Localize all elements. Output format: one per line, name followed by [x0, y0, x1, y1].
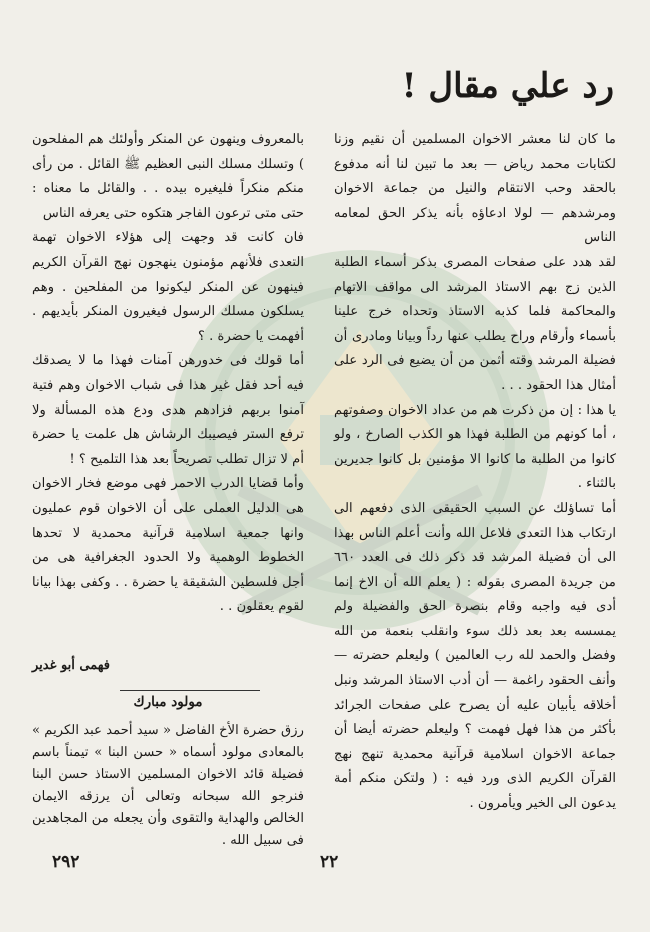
- section-divider: [120, 690, 260, 691]
- notice-title: مولود مبارك: [133, 694, 203, 710]
- paragraph: فان كانت قد وجهت إلى هؤلاء الاخوان تهمة التعدى فلأنهم مؤمنون ينهجون نهج القرآن الكريم فينهون عن المنكر ليكونوا من المفلحين . وهم يسلكون مسلك الرسول فيغيرون المنكر بأيديهم . أفهمت يا حضرة . ؟: [32, 230, 304, 344]
- paragraph: لقد هدد على صفحات المصرى بذكر أسماء الطلبة الذين زج بهم الاستاذ المرشد الى مواقف الاتهام والمحاكمة فلما كذبه الاستاذ وتحداه خرج علينا بأسماء وأرقام وراح يطلب عنها رداً وبيانا ومادرى أن فضيلة المرشد وقته أثمن من أن يضيع فى الرد على أمثال هذا الحقود . . .: [334, 254, 616, 393]
- article-left-column: [32, 128, 304, 620]
- page-number-right: ٢٢: [320, 852, 339, 872]
- paragraph: أما قولك فى خدورهن آمنات فهذا ما لا يصدقك فيه أحد فقل غير هذا فى شباب الاخوان وهم فتية آمنوا بربهم فزادهم هدى ودع هذه المسألة ولا ترفع الستر فيصيبك الرشاش هل علمت يا حضرة أم لا تزال تطلب تصريحاً بعد هذا التلميح ؟ !: [32, 353, 304, 467]
- paragraph: بالمعروف وينهون عن المنكر وأولئك هم المفلحون ) وتسلك مسلك النبى العظيم ﷺ القائل . من رأى منكم منكراً فليغيره بيده . . والقائل ما معناه : حتى متى ترعون الفاجر هتكوه حتى يعرفه الناس: [32, 132, 304, 221]
- page-number-left: ٢٩٢: [52, 852, 80, 872]
- paragraph: وأما قضايا الدرب الاحمر فهى موضع فخار الاخوان هى الدليل العملى على أن الاخوان قوم عمليون وانها جمعية اسلامية قرآنية محمدية لا تحدها الخطوط الوهمية ولا الحدود الجغرافية هى من أجل فلسطين الشقيقة يا حضرة . . وكفى بهذا بيانا لقوم يعقلون . .: [32, 476, 304, 615]
- paragraph: ما كان لنا معشر الاخوان المسلمين أن نقيم وزنا لكتابات محمد رياض — بعد ما تبين لنا أنه مدفوع بالحقد وحب الانتقام والنيل من جماعة الاخوان ومرشدهم — لولا ادعاؤه بأنه يذكر الحق لمعامه الناس: [334, 132, 616, 246]
- paragraph: أما تساؤلك عن السبب الحقيقى الذى دفعهم الى ارتكاب هذا التعدى فلاعل الله وأنت أعلم الناس بهذا الى أن فضيلة المرشد قد ذكر ذلك فى العدد ٦٦٠ من جريدة المصرى بقوله : ( يعلم الله أن الاخ إنما أدى فيه واجبه وقام بنصرة الحق والفضيلة ولم يمسسه بعد بعد ذلك سوء وانقلب بنعمة من الله وفضل والحمد لله رب العالمين ) وليعلم حضرته — وأنف الحقود راغمة — أن أدب الاستاذ المرشد ونبل أخلاقه يأبيان عليه أن يصرح على صفحات الجرائد بأكثر من هذا فهل فهمت ؟ وليعلم حضرته أيضا أن جماعة الاخوان اسلامية قرآنية محمدية تنهج نهج القرآن الكريم الذى ورد فيه : ( ولتكن منكم أمة يدعون الى الخير ويأمرون .: [334, 500, 616, 812]
- notice-body: [32, 720, 304, 852]
- author-signature: فهمى أبو غدير: [32, 658, 110, 673]
- article-right-column: [334, 128, 616, 817]
- article-title: رد علي مقال !: [401, 66, 614, 106]
- paragraph: يا هذا : إن من ذكرت هم من عداد الاخوان وصفوتهم ، أما كونهم من الطلبة فهذا هو الكذب الصارخ ، ولو كانوا من الطلبة ما كانوا الا مؤمنين بل كانوا جديرين بالثناء .: [334, 402, 616, 492]
- notice-paragraph: رزق حضرة الأخ الفاضل « سيد أحمد عبد الكريم » بالمعادى مولود أسماه « حسن البنا » تيمناً باسم فضيلة قائد الاخوان المسلمين الاستاذ حسن البنا فنرجو الله سبحانه وتعالى أن يرزقه الايمان الخالص والهداية والتقوى وأن يجعله من المجاهدين فى سبيل الله .: [32, 723, 304, 848]
